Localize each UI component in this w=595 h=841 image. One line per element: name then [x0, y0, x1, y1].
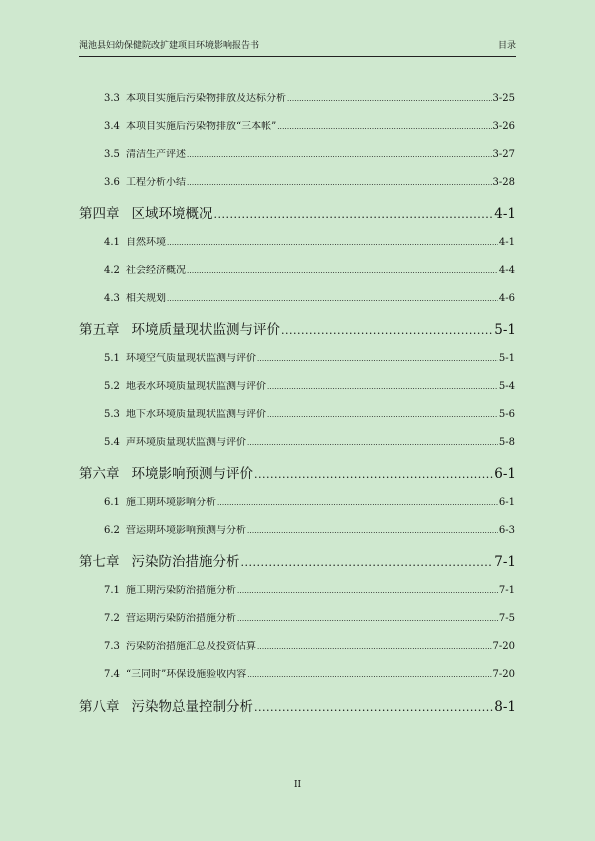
toc-entry-page: 5-8	[498, 437, 515, 448]
toc-entry-number: 7.3	[104, 641, 120, 652]
toc-section-entry[interactable]	[104, 353, 515, 365]
toc-entry-page: 3-26	[492, 121, 515, 132]
toc-section-entry[interactable]	[104, 293, 515, 305]
dot-leader	[187, 177, 492, 189]
toc-entry-page: 6-3	[498, 525, 515, 536]
toc-entry-title: 工程分析小结	[126, 177, 186, 188]
toc-entry-page: 7-1	[498, 585, 515, 596]
toc-entry-page: 3-28	[492, 177, 515, 188]
dot-leader	[214, 207, 494, 223]
toc-entry-title: 污染物总量控制分析	[131, 699, 253, 715]
toc-entry-title: 自然环境	[126, 237, 166, 248]
toc-entry-title: 声环境质量现状监测与评价	[126, 437, 246, 448]
toc-entry-number: 4.1	[104, 237, 120, 248]
toc-entry-number: 第五章	[79, 322, 120, 338]
toc-entry-number: 7.2	[104, 613, 120, 624]
dot-leader	[287, 93, 492, 105]
toc-entry-number: 6.1	[104, 497, 120, 508]
toc-entry-page: 5-4	[498, 381, 515, 392]
page-number: II	[293, 780, 302, 790]
toc-entry-page: 7-20	[492, 641, 515, 652]
dot-leader	[241, 555, 494, 571]
page-header	[79, 41, 516, 57]
dot-leader	[217, 497, 498, 509]
dot-leader	[281, 323, 493, 339]
toc-entry-number: 4.3	[104, 293, 120, 304]
dot-leader	[247, 525, 498, 537]
toc-section-entry[interactable]	[104, 497, 515, 509]
section-label: 目录	[497, 41, 516, 51]
toc-section-entry[interactable]	[104, 149, 515, 161]
toc-entry-page: 8-1	[494, 699, 516, 715]
toc-entry-title: 污染防治措施汇总及投资估算	[126, 641, 256, 652]
toc-section-entry[interactable]	[104, 177, 515, 189]
toc-entry-number: 5.2	[104, 381, 120, 392]
dot-leader	[254, 700, 493, 716]
dot-leader	[277, 121, 491, 133]
toc-entry-page: 5-6	[498, 409, 515, 420]
toc-section-entry[interactable]	[104, 121, 515, 133]
dot-leader	[167, 237, 498, 249]
dot-leader	[237, 613, 498, 625]
toc-section-entry[interactable]	[104, 265, 515, 277]
toc-entry-number: 5.1	[104, 353, 120, 364]
dot-leader	[267, 409, 498, 421]
toc-entry-number: 7.1	[104, 585, 120, 596]
toc-chapter-entry[interactable]	[79, 699, 516, 716]
toc-section-entry[interactable]	[104, 613, 515, 625]
dot-leader	[167, 293, 498, 305]
toc-entry-number: 第六章	[79, 466, 120, 482]
toc-section-entry[interactable]	[104, 409, 515, 421]
toc-entry-number: 5.3	[104, 409, 120, 420]
document-title: 渑池县妇幼保健院改扩建项目环境影响报告书	[79, 41, 260, 51]
toc-entry-title: “三同时”环保设施验收内容	[126, 669, 247, 680]
toc-entry-title: 环境影响预测与评价	[131, 466, 253, 482]
toc-entry-title: 区域环境概况	[131, 206, 213, 222]
toc-entry-title: 本项目实施后污染物排放及达标分析	[126, 93, 286, 104]
toc-entry-title: 污染防治措施分析	[131, 554, 240, 570]
toc-entry-title: 施工期污染防治措施分析	[126, 585, 236, 596]
toc-entry-title: 施工期环境影响分析	[126, 497, 216, 508]
dot-leader	[237, 585, 498, 597]
toc-entry-title: 地下水环境质量现状监测与评价	[126, 409, 266, 420]
toc-entry-page: 4-1	[494, 206, 516, 222]
dot-leader	[254, 467, 493, 483]
toc-entry-title: 营运期环境影响预测与分析	[126, 525, 246, 536]
toc-entry-page: 7-1	[494, 554, 516, 570]
toc-entry-page: 6-1	[494, 466, 516, 482]
dot-leader	[187, 149, 492, 161]
toc-entry-title: 营运期污染防治措施分析	[126, 613, 236, 624]
toc-entry-number: 3.3	[104, 93, 120, 104]
dot-leader	[257, 641, 492, 653]
toc-entry-number: 4.2	[104, 265, 120, 276]
toc-chapter-entry[interactable]	[79, 554, 516, 571]
toc-entry-number: 第八章	[79, 699, 120, 715]
toc-chapter-entry[interactable]	[79, 466, 516, 483]
toc-section-entry[interactable]	[104, 437, 515, 449]
toc-entry-page: 4-1	[498, 237, 515, 248]
toc-entry-title: 社会经济概况	[126, 265, 186, 276]
dot-leader	[247, 437, 498, 449]
dot-leader	[187, 265, 498, 277]
toc-entry-page: 7-20	[492, 669, 515, 680]
toc-entry-page: 3-27	[492, 149, 515, 160]
toc-section-entry[interactable]	[104, 525, 515, 537]
toc-entry-title: 相关规划	[126, 293, 166, 304]
toc-entry-page: 5-1	[494, 322, 516, 338]
toc-entry-number: 3.6	[104, 177, 120, 188]
toc-entry-page: 3-25	[492, 93, 515, 104]
toc-entry-page: 6-1	[498, 497, 515, 508]
toc-chapter-entry[interactable]	[79, 322, 516, 339]
toc-entry-title: 清洁生产评述	[126, 149, 186, 160]
toc-entry-number: 7.4	[104, 669, 120, 680]
toc-entry-page: 5-1	[498, 353, 515, 364]
toc-entry-page: 4-6	[498, 293, 515, 304]
toc-section-entry[interactable]	[104, 585, 515, 597]
toc-entry-number: 6.2	[104, 525, 120, 536]
dot-leader	[247, 669, 491, 681]
toc-entry-title: 环境质量现状监测与评价	[131, 322, 280, 338]
toc-section-entry[interactable]	[104, 669, 515, 681]
toc-entry-page: 4-4	[498, 265, 515, 276]
toc-entry-title: 地表水环境质量现状监测与评价	[126, 381, 266, 392]
toc-section-entry[interactable]	[104, 641, 515, 653]
toc-entry-title: 本项目实施后污染物排放“三本帐”	[126, 121, 277, 132]
toc-entry-number: 3.5	[104, 149, 120, 160]
toc-entry-page: 7-5	[498, 613, 515, 624]
toc-section-entry[interactable]	[104, 237, 515, 249]
toc-entry-number: 3.4	[104, 121, 120, 132]
toc-entry-title: 环境空气质量现状监测与评价	[126, 353, 256, 364]
toc-chapter-entry[interactable]	[79, 206, 516, 223]
dot-leader	[267, 381, 498, 393]
toc-entry-number: 第七章	[79, 554, 120, 570]
toc-section-entry[interactable]	[104, 381, 515, 393]
toc-entry-number: 5.4	[104, 437, 120, 448]
toc-section-entry[interactable]	[104, 93, 515, 105]
dot-leader	[257, 353, 498, 365]
toc-entry-number: 第四章	[79, 206, 120, 222]
